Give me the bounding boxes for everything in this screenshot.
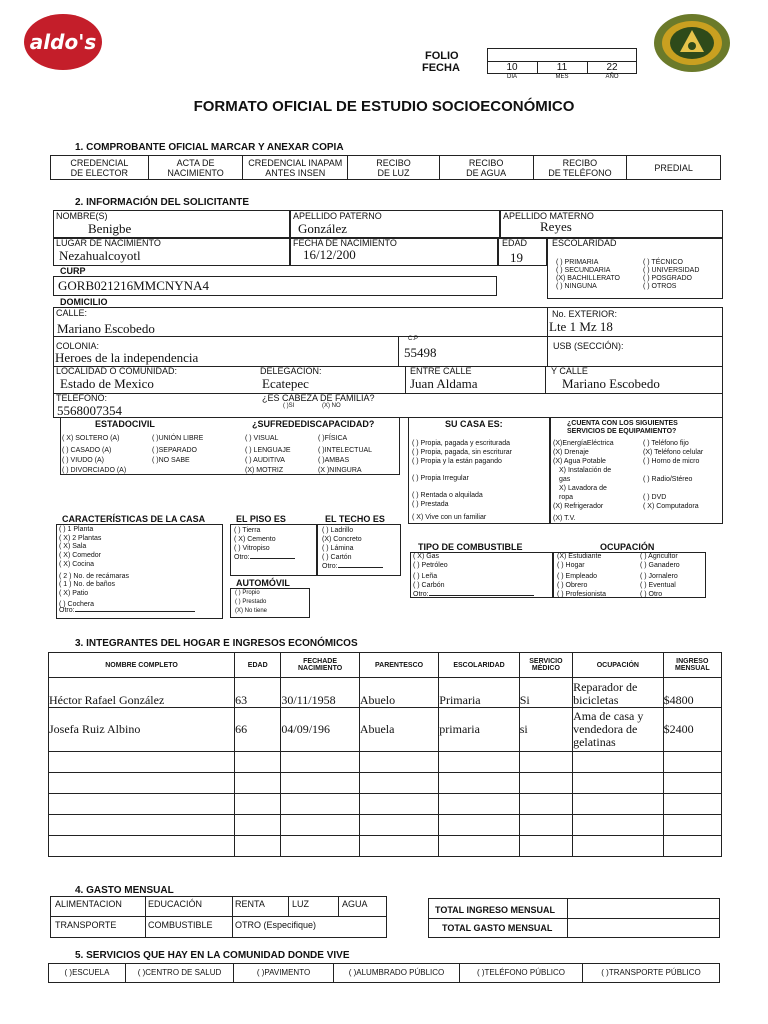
col-parentesco: PARENTESCO (359, 653, 438, 678)
table-row-empty[interactable] (49, 815, 722, 836)
gasto-combustible[interactable]: COMBUSTIBLE (148, 920, 213, 930)
calle-label: CALLE: (56, 308, 88, 318)
gasto-alimentacion[interactable]: ALIMENTACION (55, 899, 122, 909)
domicilio-label: DOMICILIO (60, 297, 108, 307)
servicio-transporte[interactable]: ( )TRANSPORTE PÚBLICO (601, 968, 701, 977)
gasto-otro[interactable]: OTRO (Especifique) (235, 920, 317, 930)
cell-servicio: si (519, 708, 572, 752)
discapacidad-col1[interactable]: ( ) VISUAL ( ) LENGUAJE ( ) AUDITIVA (X) MOTRIZ (245, 435, 291, 474)
household-table (48, 652, 722, 857)
page-title: FORMATO OFICIAL DE ESTUDIO SOCIOECONÓMICO (193, 98, 575, 115)
automovil-options[interactable]: ( ) Propio ( ) Prestado (X) No tiene (235, 590, 268, 614)
escolaridad-options-right[interactable]: ( ) TÉCNICO ( ) UNIVERSIDAD ( ) POSGRADO ( ) OTROS (643, 259, 700, 290)
table-row[interactable] (49, 678, 722, 708)
combustible-heading: TIPO DE COMBUSTIBLE (418, 542, 523, 552)
piso-options[interactable]: ( ) Tierra ( X) Cemento ( ) Vitropiso Otro: (234, 526, 295, 562)
col-edad: EDAD (235, 653, 281, 678)
doc-recibo-agua[interactable]: RECIBO DE AGUA (440, 156, 534, 179)
servicio-centro-salud[interactable]: ( )CENTRO DE SALUD (126, 964, 234, 982)
doc-recibo-luz[interactable]: RECIBO DE LUZ (348, 156, 440, 179)
usb-label: USB (SECCIÓN): (553, 341, 624, 351)
caracteristicas-heading: CARACTERÍSTICAS DE LA CASA (62, 514, 206, 524)
section1-heading: 1. COMPROBANTE OFICIAL MARCAR Y ANEXAR COPIA (75, 142, 344, 153)
entre-calle-value[interactable]: Juan Aldama (410, 376, 478, 391)
doc-acta-nacimiento[interactable]: ACTA DE NACIMIENTO (149, 156, 244, 179)
cell-escolaridad: primaria (439, 708, 519, 752)
col-ingreso: INGRESO MENSUAL (663, 653, 721, 678)
curp-value: GORB021216MMCNYNA4 (58, 278, 209, 293)
folio-label: FOLIO (425, 50, 459, 62)
edad-value: 19 (510, 250, 523, 265)
techo-options[interactable]: ( ) Ladrillo (X) Concreto ( ) Lámina ( ) Cartón Otro: (322, 526, 383, 571)
telefono-label: TELEFONO: (56, 393, 108, 403)
lugar-label: LUGAR DE NACIMIENTO (56, 238, 161, 248)
fecha-nac-label: FECHA DE NACIMIENTO (293, 238, 397, 248)
estadocivil-col1[interactable]: ( X) SOLTERO (A) ( ) CASADO (A) ( ) VIUDO (A) ( ) DIVORCIADO (A) (62, 435, 127, 474)
escolaridad-label: ESCOLARIDAD (552, 238, 617, 248)
cp-value[interactable]: 55498 (404, 345, 437, 360)
date-day: 10 (506, 62, 518, 73)
piso-heading: EL PISO ES (236, 514, 286, 524)
equipamiento-col2[interactable]: ( ) Teléfono fijo (X) Teléfono celular ( ) Horno de micro ( ) Radio/Stéreo ( ) DVD ( X) Computadora (643, 440, 704, 510)
cell-fecha: 04/09/196 (281, 708, 359, 752)
techo-heading: EL TECHO ES (325, 514, 385, 524)
cabeza-no[interactable]: (X) NO (322, 403, 341, 409)
gasto-educacion[interactable]: EDUCACIÓN (148, 899, 203, 909)
lugar-value: Nezahualcoyotl (59, 248, 141, 263)
cabeza-label: ¿ES CABEZA DE FAMILIA? (262, 393, 375, 403)
table-row-empty[interactable] (49, 794, 722, 815)
servicios-row (48, 963, 720, 983)
y-calle-label: Y CALLE (551, 366, 588, 376)
calle-value[interactable]: Mariano Escobedo (57, 321, 155, 336)
no-ext-value[interactable]: Lte 1 Mz 18 (549, 319, 613, 334)
cp-label: C.P (408, 336, 419, 342)
servicio-alumbrado[interactable]: ( )ALUMBRADO PÚBLICO (334, 964, 460, 982)
documents-row (50, 155, 721, 180)
folio-field[interactable] (487, 48, 637, 62)
caracteristicas-options[interactable]: ( ) 1 Planta ( X) 2 Plantas ( X) Sala ( X) Comedor ( X) Cocina ( 2 ) No. de recámaras ( 1 ) No. de baños ( X) Patio ( ) Cochera (59, 526, 130, 608)
cell-ingreso: $4800 (663, 678, 721, 708)
municipal-seal-icon (652, 12, 732, 74)
localidad-label: LOCALIDAD O COMUNIDAD: (56, 366, 178, 376)
servicio-escuela[interactable]: ( )ESCUELA (49, 964, 126, 982)
cabeza-si[interactable]: ( )SI (283, 403, 295, 409)
table-row-empty[interactable] (49, 836, 722, 857)
cell-nombre: Héctor Rafael González (49, 678, 235, 708)
sucasa-options[interactable]: ( ) Propia, pagada y escriturada ( ) Propia, pagada, sin escriturar ( ) Propia y la están pagando ( ) Propia Irregular ( ) Rentada o alquilada ( ) Prestada ( X) Vive con un familiar (412, 440, 512, 521)
ap-materno-label: APELLIDO MATERNO (503, 211, 594, 221)
equipamiento-col1[interactable]: (X)EnergíaEléctrica (X) Drenaje (X) Agua Potable X) Instalación de gas X) Lavadora de ropa (X) Refrigerador (X) T.V. (553, 440, 614, 522)
section4-heading: 4. GASTO MENSUAL (75, 885, 174, 896)
total-ingreso-field[interactable] (568, 899, 719, 917)
discapacidad-heading: ¿SUFREDEDISCAPACIDAD? (252, 419, 375, 429)
caracteristicas-otro[interactable]: Otro: (59, 607, 195, 615)
cell-fecha: 30/11/1958 (281, 678, 359, 708)
cell-edad: 63 (235, 678, 281, 708)
section3-heading: 3. INTEGRANTES DEL HOGAR E INGRESOS ECONÓMICOS (75, 638, 358, 649)
nombre-value: Benigbe (88, 221, 132, 236)
table-header-row (49, 653, 722, 678)
gasto-luz[interactable]: LUZ (292, 899, 310, 909)
col-escolaridad: ESCOLARIDAD (439, 653, 519, 678)
cell-ocupacion: Reparador de bicicletas (573, 678, 664, 708)
delegacion-label: DELEGACION: (260, 366, 322, 376)
total-gasto-field[interactable] (568, 919, 719, 937)
section2-heading: 2. INFORMACIÓN DEL SOLICITANTE (75, 197, 250, 208)
gasto-transporte[interactable]: TRANSPORTE (55, 920, 117, 930)
nombre-label: NOMBRE(S) (56, 211, 108, 221)
escolaridad-options-left[interactable]: ( ) PRIMARIA ( ) SECUNDARIA (X) BACHILLERATO ( ) NINGUNA (556, 259, 620, 290)
gasto-renta[interactable]: RENTA (235, 899, 265, 909)
sucasa-heading: SU CASA ES: (445, 419, 503, 429)
colonia-label: COLONIA: (56, 341, 100, 351)
section5-heading: 5. SERVICIOS QUE HAY EN LA COMUNIDAD DONDE VIVE (75, 950, 350, 961)
table-row[interactable] (49, 708, 722, 752)
automovil-heading: AUTOMÓVIL (236, 578, 290, 588)
cell-nombre: Josefa Ruiz Albino (49, 708, 235, 752)
curp-label: CURP (60, 266, 86, 276)
ap-paterno-value: González (298, 221, 348, 236)
cell-servicio: Si (519, 678, 572, 708)
ap-paterno-label: APELLIDO PATERNO (293, 211, 382, 221)
logo-text: aldo's (29, 30, 97, 54)
date-month: 11 (556, 62, 568, 73)
cell-parentesco: Abuela (359, 708, 438, 752)
total-gasto-label: TOTAL GASTO MENSUAL (442, 923, 553, 933)
equipamiento-heading: ¿CUENTA CON LOS SIGUIENTES SERVICIOS DE EQUIPAMIENTO? (567, 420, 678, 435)
gasto-agua[interactable]: AGUA (342, 899, 368, 909)
servicio-telefono[interactable]: ( )TELÉFONO PÚBLICO (460, 964, 583, 982)
estadocivil-col2[interactable]: ( )UNIÓN LIBRE ( )SEPARADO ( )NO SABE (152, 435, 204, 464)
day-label: DIA (506, 74, 517, 80)
entre-calle-label: ENTRE CALLE (410, 366, 472, 376)
ocupacion-col1[interactable]: (X) Estudiante ( ) Hogar ( ) Empleado ( ) Obrero ( ) Profesionista (557, 553, 607, 598)
no-ext-label: No. EXTERIOR: (552, 309, 618, 319)
doc-recibo-telefono[interactable]: RECIBO DE TELÉFONO (534, 156, 628, 179)
y-calle-value[interactable]: Mariano Escobedo (562, 376, 660, 391)
fecha-label: FECHA (422, 62, 460, 74)
delegacion-value[interactable]: Ecatepec (262, 376, 309, 391)
col-ocupacion: OCUPACIÓN (573, 653, 664, 678)
table-row-empty[interactable] (49, 773, 722, 794)
combustible-options[interactable]: ( X) Gas ( ) Petróleo ( ) Leña ( ) Carbón Otro: (413, 552, 534, 599)
doc-predial[interactable]: PREDIAL (654, 162, 693, 173)
aldos-logo (24, 14, 102, 70)
telefono-value[interactable]: 5568007354 (57, 403, 122, 418)
month-label: MES (555, 74, 569, 80)
cell-ingreso: $2400 (663, 708, 721, 752)
estadocivil-heading: ESTADOCIVIL (95, 419, 155, 429)
date-year: 22 (606, 62, 618, 73)
colonia-value[interactable]: Heroes de la independencia (55, 350, 199, 365)
cell-ocupacion: Ama de casa y vendedora de gelatinas (573, 708, 664, 752)
cell-edad: 66 (235, 708, 281, 752)
ap-materno-value: Reyes (540, 219, 572, 234)
total-ingreso-label: TOTAL INGRESO MENSUAL (435, 905, 556, 915)
edad-label: EDAD (502, 238, 528, 248)
servicio-pavimento[interactable]: ( )PAVIMENTO (234, 964, 334, 982)
discapacidad-col2[interactable]: ( )FÍSICA ( )INTELECTUAL ( )AMBAS (X )NINGURA (318, 435, 373, 474)
localidad-value[interactable]: Estado de Mexico (60, 376, 154, 391)
doc-credencial-elector[interactable]: CREDENCIAL DE ELECTOR (51, 156, 149, 179)
col-servicio: SERVICIO MÉDICO (519, 653, 572, 678)
table-row-empty[interactable] (49, 752, 722, 773)
col-nombre: NOMBRE COMPLETO (49, 653, 235, 678)
year-label: AÑO (605, 74, 619, 80)
col-fecha: FECHADE NACIMIENTO (281, 653, 359, 678)
ocupacion-col2[interactable]: ( ) Agricultor ( ) Ganadero ( ) Jornalero ( ) Eventual ( ) Otro (640, 553, 680, 598)
doc-credencial-inapam[interactable]: CREDENCIAL INAPAM ANTES INSEN (243, 156, 348, 179)
ocupacion-heading: OCUPACIÓN (600, 542, 655, 552)
fecha-nac-value: 16/12/200 (303, 247, 356, 262)
cell-parentesco: Abuelo (359, 678, 438, 708)
cell-escolaridad: Primaria (439, 678, 519, 708)
